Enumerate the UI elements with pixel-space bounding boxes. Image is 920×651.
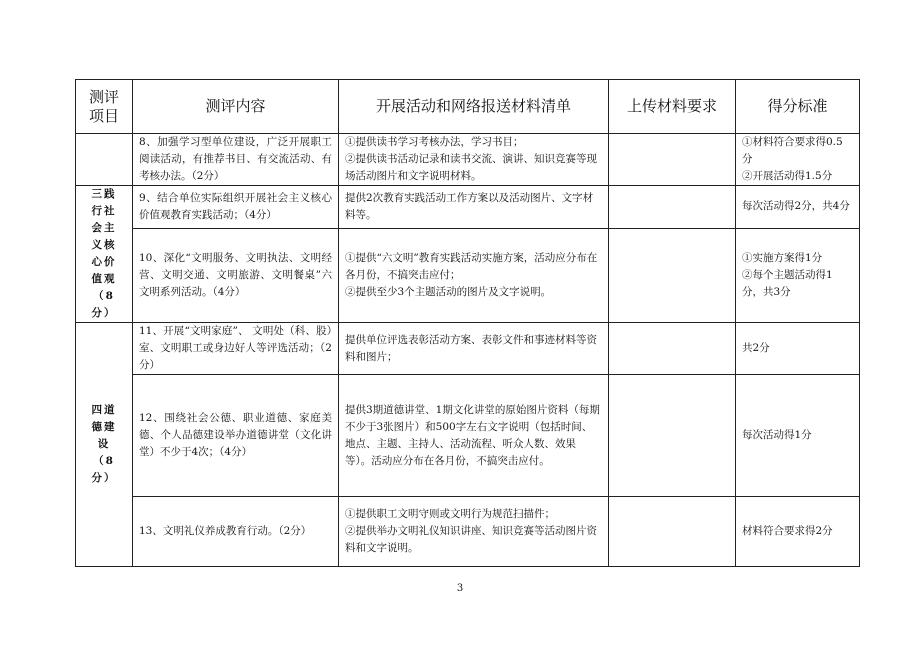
content-cell: 9、结合单位实际组织开展社会主义核心价值观教育实践活动；（4分） xyxy=(133,186,339,229)
header-item-line2: 项目 xyxy=(88,106,119,125)
header-item-line1: 测评 xyxy=(88,87,119,106)
table-row xyxy=(76,134,860,186)
materials-line: ①提供“六文明”教育实践活动实施方案，活动应分布在各月份，不搞突击应付； xyxy=(345,251,598,281)
page-number: 3 xyxy=(456,583,464,594)
score-line: ②每个主题活动得1分，共3分 xyxy=(742,268,833,298)
item-cell-empty xyxy=(76,134,133,186)
table-row xyxy=(76,497,860,567)
materials-line: 提供2次教育实践活动工作方案以及活动图片、文字材料等。 xyxy=(345,191,594,221)
score-cell xyxy=(736,323,860,375)
materials-cell xyxy=(339,323,609,375)
score-cell xyxy=(736,186,860,229)
upload-cell xyxy=(609,323,736,375)
content-cell: 11、开展“文明家庭”、 文明处（科、股）室、文明职工或身边好人等评选活动；（2分） xyxy=(133,323,339,375)
content-cell: 10、深化“文明服务、文明执法、文明经营、文明交通、文明旅游、文明餐桌”六文明系列活动。（4分） xyxy=(133,228,339,322)
upload-cell xyxy=(609,134,736,186)
score-line: ②开展活动得1.5分 xyxy=(742,170,833,182)
score-line: ①实施方案得1分 xyxy=(742,251,823,264)
upload-cell xyxy=(609,228,736,322)
header-materials: 开展活动和网络报送材料清单 xyxy=(339,80,609,134)
materials-line: ②提供举办文明礼仪知识讲座、知识竞赛等活动图片资料和文字说明。 xyxy=(345,525,597,554)
score-cell xyxy=(736,228,860,322)
table-row xyxy=(76,186,860,229)
upload-cell xyxy=(609,375,736,497)
evaluation-table xyxy=(75,79,860,567)
materials-cell xyxy=(339,186,609,229)
upload-cell xyxy=(609,186,736,229)
materials-line: ①提供读书学习考核办法，学习书目； xyxy=(345,136,524,148)
score-line: 材料符合要求得2分 xyxy=(742,525,833,537)
table-row xyxy=(76,323,860,375)
score-line: 每次活动得1分 xyxy=(742,429,812,441)
score-line: ①材料符合要求得0.5分 xyxy=(742,136,843,165)
group-cell xyxy=(76,186,133,323)
materials-line: ②提供至少3个主题活动的图片及文字说明。 xyxy=(345,285,552,298)
content-cell: 8、加强学习型单位建设，广泛开展职工阅读活动，有推荐书目、有交流活动、有考核办法。（2分） xyxy=(133,134,339,186)
materials-cell xyxy=(339,497,609,567)
group-label: 三践行社会主义核心价值观 xyxy=(91,188,117,285)
score-cell xyxy=(736,375,860,497)
header-item xyxy=(76,80,133,134)
materials-line: 提供3期道德讲堂、1期文化讲堂的原始图片资料（每期不少于3张图片）和500字左右文字说明（包括时间、地点、主题、主持人、活动流程、听众人数、效果等）。活动应分布在各月份，不搞突击应付。 xyxy=(345,403,600,467)
content-cell: 12、围绕社会公德、职业道德、家庭美德、个人品德建设举办道德讲堂（文化讲堂）不少于4次；（4分） xyxy=(133,375,339,497)
table-row xyxy=(76,375,860,497)
materials-line: ①提供职工文明守则或文明行为规范扫描件； xyxy=(345,508,555,520)
table-row xyxy=(76,228,860,322)
group-label: 四道德建设 xyxy=(91,404,117,450)
header-score: 得分标准 xyxy=(736,80,860,134)
score-cell xyxy=(736,497,860,567)
group-points: （8分） xyxy=(91,455,117,484)
score-cell xyxy=(736,134,860,186)
header-content: 测评内容 xyxy=(133,80,339,134)
materials-cell xyxy=(339,375,609,497)
upload-cell xyxy=(609,497,736,567)
materials-line: ②提供读书活动记录和读书交流、演讲、知识竞赛等现场活动图片和文字说明材料。 xyxy=(345,153,597,182)
header-row xyxy=(76,80,860,134)
score-line: 每次活动得2分，共4分 xyxy=(742,200,850,213)
materials-cell xyxy=(339,228,609,322)
header-upload: 上传材料要求 xyxy=(609,80,736,134)
materials-line: 提供单位评选表彰活动方案、表彰文件和事迹材料等资料和图片； xyxy=(345,333,597,363)
materials-cell xyxy=(339,134,609,186)
content-cell: 13、文明礼仪养成教育行动。（2分） xyxy=(133,497,339,567)
group-points: （8分） xyxy=(91,290,117,319)
group-cell xyxy=(76,323,133,567)
score-line: 共2分 xyxy=(742,342,770,354)
